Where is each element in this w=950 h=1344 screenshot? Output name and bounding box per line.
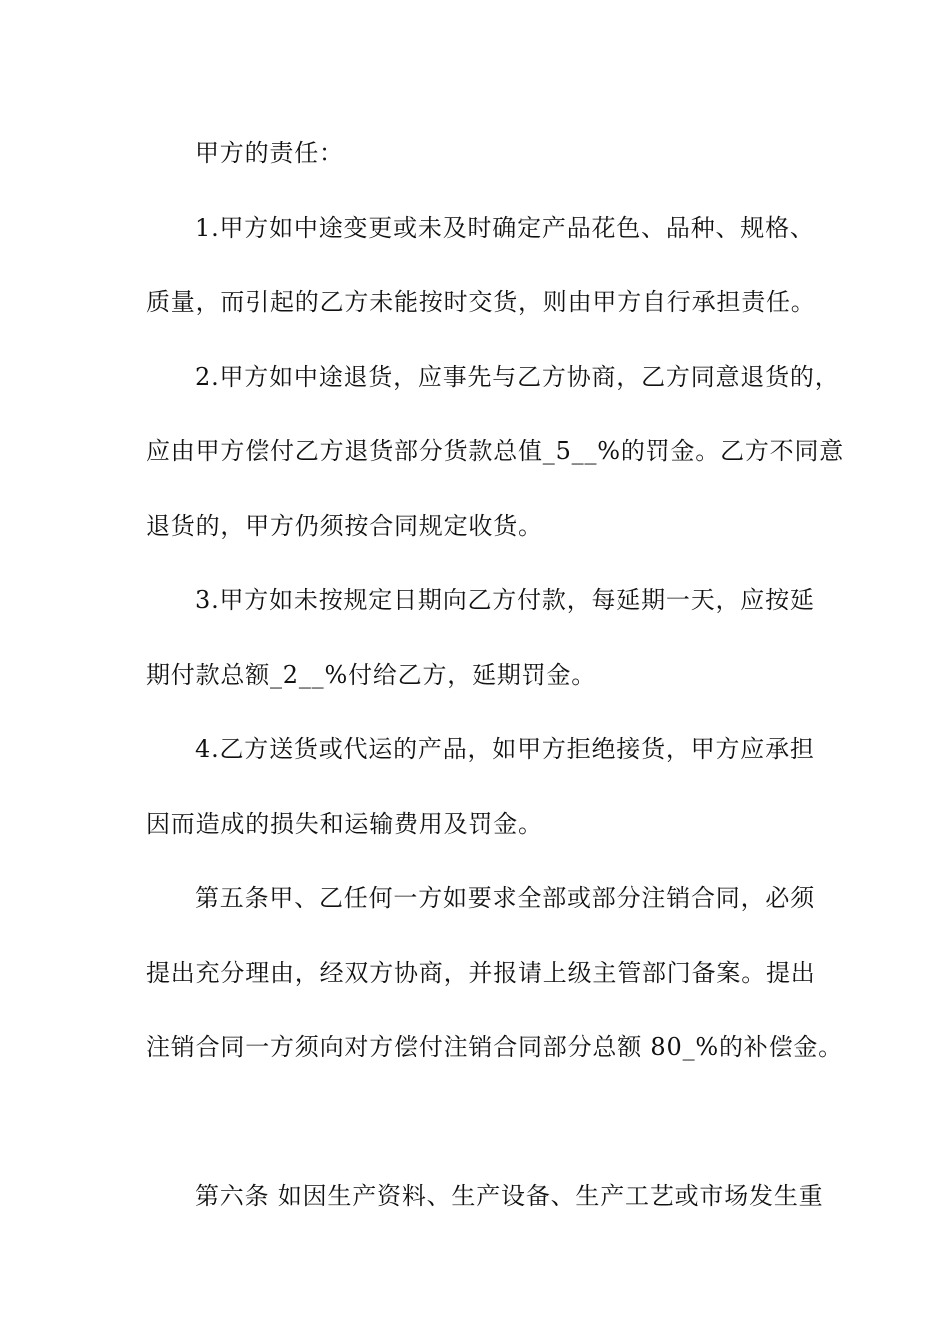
paragraph-line: 退货的，甲方仍须按合同规定收货。 [146,512,543,540]
paragraph-line: 注销合同一方须向对方偿付注销合同部分总额 80_%的补偿金。 [146,1033,843,1061]
paragraph-line: 期付款总额_2__%付给乙方，延期罚金。 [146,661,597,689]
paragraph-line: 1.甲方如中途变更或未及时确定产品花色、品种、规格、 [195,214,815,242]
paragraph-line: 3.甲方如未按规定日期向乙方付款，每延期一天，应按延 [195,586,815,614]
paragraph-line: 应由甲方偿付乙方退货部分货款总值_5__%的罚金。乙方不同意 [146,437,845,465]
paragraph-line: 因而造成的损失和运输费用及罚金。 [146,810,543,838]
paragraph-line: 2.甲方如中途退货，应事先与乙方协商，乙方同意退货的， [195,363,840,391]
paragraph-line: 4.乙方送货或代运的产品，如甲方拒绝接货，甲方应承担 [195,735,815,763]
paragraph-line: 质量，而引起的乙方未能按时交货，则由甲方自行承担责任。 [146,288,816,316]
paragraph-line: 提出充分理由，经双方协商，并报请上级主管部门备案。提出 [146,959,816,987]
article-six-line: 第六条 如因生产资料、生产设备、生产工艺或市场发生重 [195,1182,824,1210]
article-five-line: 第五条甲、乙任何一方如要求全部或部分注销合同，必须 [195,884,815,912]
section-heading-party-a-responsibility: 甲方的责任： [195,139,344,167]
